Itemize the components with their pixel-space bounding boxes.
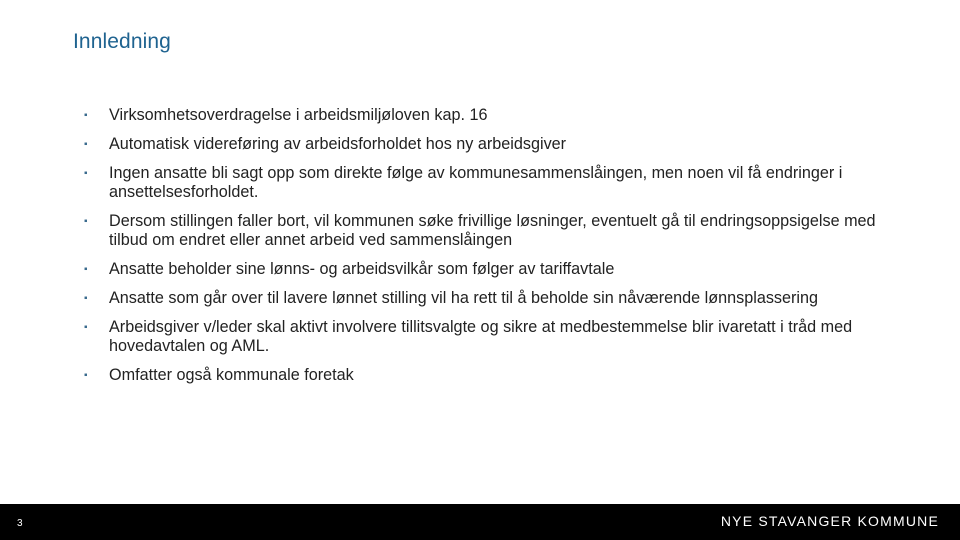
bullet-item — [84, 318, 884, 356]
brand-logo: NYE STAVANGER KOMMUNE — [720, 513, 939, 529]
bullet-marker-icon: ▪ — [84, 370, 88, 381]
bullet-marker-icon: ▪ — [84, 216, 88, 227]
bullet-marker-icon: ▪ — [84, 264, 88, 275]
bullet-text: Virksomhetsoverdragelse i arbeidsmiljøloven kap. 16 — [109, 106, 488, 124]
bullet-item — [84, 289, 884, 308]
bullet-item — [84, 164, 884, 202]
bullet-list — [84, 106, 884, 395]
bullet-item — [84, 212, 884, 250]
bullet-item — [84, 260, 884, 279]
footer-bar — [0, 504, 960, 540]
bullet-text: Dersom stillingen faller bort, vil kommunen søke frivillige løsninger, eventuelt gå til endringsoppsigelse med tilbud om endret eller annet arbeid ved sammenslåingen — [109, 212, 876, 249]
bullet-text: Arbeidsgiver v/leder skal aktivt involvere tillitsvalgte og sikre at medbestemmelse blir ivaretatt i tråd med hovedavtalen og AML. — [109, 318, 853, 355]
bullet-text: Ansatte beholder sine lønns- og arbeidsvilkår som følger av tariffavtale — [109, 260, 615, 278]
bullet-marker-icon: ▪ — [84, 139, 88, 150]
bullet-marker-icon: ▪ — [84, 293, 88, 304]
bullet-text: Ingen ansatte bli sagt opp som direkte følge av kommunesammenslåingen, men noen vil få endringer i ansettelsesforholdet. — [109, 164, 843, 201]
bullet-marker-icon: ▪ — [84, 110, 88, 121]
bullet-item — [84, 366, 884, 385]
bullet-item — [84, 106, 884, 125]
bullet-text: Omfatter også kommunale foretak — [109, 366, 354, 384]
bullet-item — [84, 135, 884, 154]
bullet-marker-icon: ▪ — [84, 168, 88, 179]
bullet-text: Automatisk videreføring av arbeidsforholdet hos ny arbeidsgiver — [109, 135, 567, 153]
slide-title: Innledning — [73, 30, 171, 53]
page-number: 3 — [17, 518, 23, 529]
bullet-text: Ansatte som går over til lavere lønnet stilling vil ha rett til å beholde sin nåværende lønnsplassering — [109, 289, 819, 307]
bullet-marker-icon: ▪ — [84, 322, 88, 333]
